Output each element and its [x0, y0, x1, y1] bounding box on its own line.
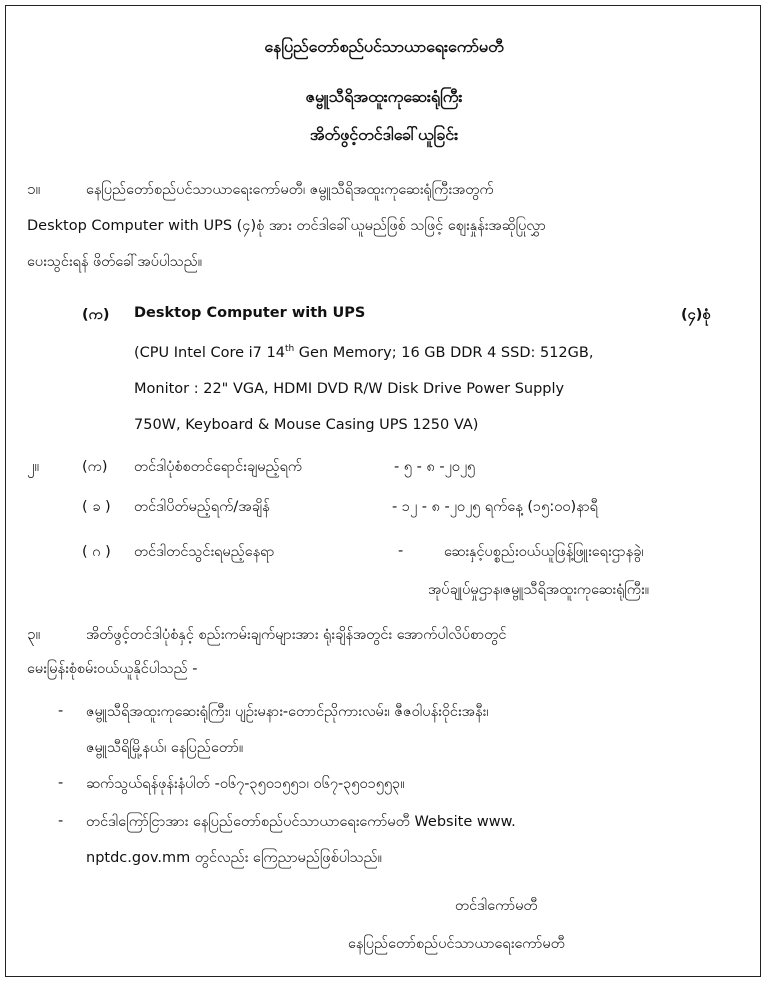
para3-line2: မေးမြန်းစုံစမ်းဝယ်ယူနိုင်ပါသည် - [27, 661, 198, 677]
item-label: (က) [82, 307, 110, 323]
row-value-dash: - [398, 543, 404, 559]
bullet-dash: - [58, 775, 64, 791]
item-spec-line3: 750W, Keyboard & Mouse Casing UPS 1250 VA) [134, 417, 479, 433]
para2-number: ၂။ [27, 457, 39, 475]
row-text: တင်ဒါတင်သွင်းရမည့်နေရာ [134, 544, 275, 560]
row-value-line1: ဆေးနှင့်ပစ္စည်းဝယ်ယူဖြန့်ဖြူးရေးဌာနခွဲ၊ [444, 544, 644, 560]
row-value-line2: အုပ်ချုပ်မှုဌာန၊ဇမ္ဗူသီရိအထူးကုဆေးရုံကြီး။ [428, 582, 650, 598]
item-spec-line2: Monitor : 22" VGA, HDMI DVD R/W Disk Drive Power Supply [134, 381, 565, 397]
row-label: ( ဂ ) [82, 544, 111, 560]
signature-committee: တင်ဒါကော်မတီ [455, 898, 538, 914]
item-spec-line1: (CPU Intel Core i7 14th Gen Memory; 16 GB DDR 4 SSD: 512GB, [134, 344, 594, 361]
title-tender: အိတ်ဖွင့်တင်ဒါခေါ်ယူခြင်း [309, 125, 459, 144]
row-label: (က) [82, 459, 108, 475]
bullet-line: တင်ဒါကြော်ငြာအား နေပြည်တော်စည်ပင်သာယာရေးကော်မတီ Website www. [86, 814, 516, 830]
para3-number: ၃။ [27, 625, 40, 643]
para1-line2: Desktop Computer with UPS (၄)စုံ အား တင်ဒါခေါ်ယူမည်ဖြစ် သဖြင့် ဈေးနှုန်းအဆိုပြုလွှာ [27, 218, 546, 234]
row-label: ( ခ ) [82, 499, 111, 515]
title-hospital: ဇမ္ဗူသီရိအထူးကုဆေးရုံကြီး [305, 87, 463, 106]
bullet-line: ဇမ္ဗူသီရိအထူးကုဆေးရုံကြီး၊ ပျဉ်းမနား-တောင်ညိုကားလမ်း၊ ဇီဇဝါပန်းဝိုင်းအနီး၊ [86, 704, 489, 720]
para1-line1: နေပြည်တော်စည်ပင်သာယာရေးကော်မတီ၊ ဇမ္ဗူသီရိအထူးကုဆေးရုံကြီးအတွက် [86, 182, 494, 198]
row-value: - ၁၂ - ၈ -၂၀၂၅ ရက်နေ့ (၁၅:၀၀)နာရီ [392, 499, 598, 515]
row-value: - ၅ - ၈ -၂၀၂၅ [394, 459, 476, 475]
item-name: Desktop Computer with UPS [134, 305, 366, 321]
bullet-line: ဇမ္ဗူသီရိမြို့နယ်၊ နေပြည်တော်။ [86, 740, 244, 756]
signature-organization: နေပြည်တော်စည်ပင်သာယာရေးကော်မတီ [348, 936, 565, 952]
item-quantity: (၄)စုံ [681, 307, 711, 323]
para1-number: ၁။ [27, 180, 40, 198]
para3-line1: အိတ်ဖွင့်တင်ဒါပုံစံနှင့် စည်းကမ်းချက်များအား ရုံးချိန်အတွင်း အောက်ပါလိပ်စာတွင် [86, 627, 507, 643]
row-text: တင်ဒါပုံစံစတင်ရောင်းချမည့်ရက် [134, 459, 303, 475]
title-committee: နေပြည်တော်စည်ပင်သာယာရေးကော်မတီ [264, 37, 504, 56]
bullet-line: nptdc.gov.mm တွင်လည်း ကြေညာမည်ဖြစ်ပါသည်။ [86, 850, 383, 866]
bullet-line: ဆက်သွယ်ရန်ဖုန်းနံပါတ် -၀၆၇-၃၅၀၁၅၅၁၊ ၀၆၇-၃၅၀၁၅၅၃။ [86, 776, 405, 792]
row-text: တင်ဒါပိတ်မည့်ရက်/အချိန် [134, 499, 270, 515]
bullet-dash: - [58, 703, 64, 719]
bullet-dash: - [58, 813, 64, 829]
para1-line3: ပေးသွင်းရန် ဖိတ်ခေါ်အပ်ပါသည်။ [27, 254, 203, 270]
